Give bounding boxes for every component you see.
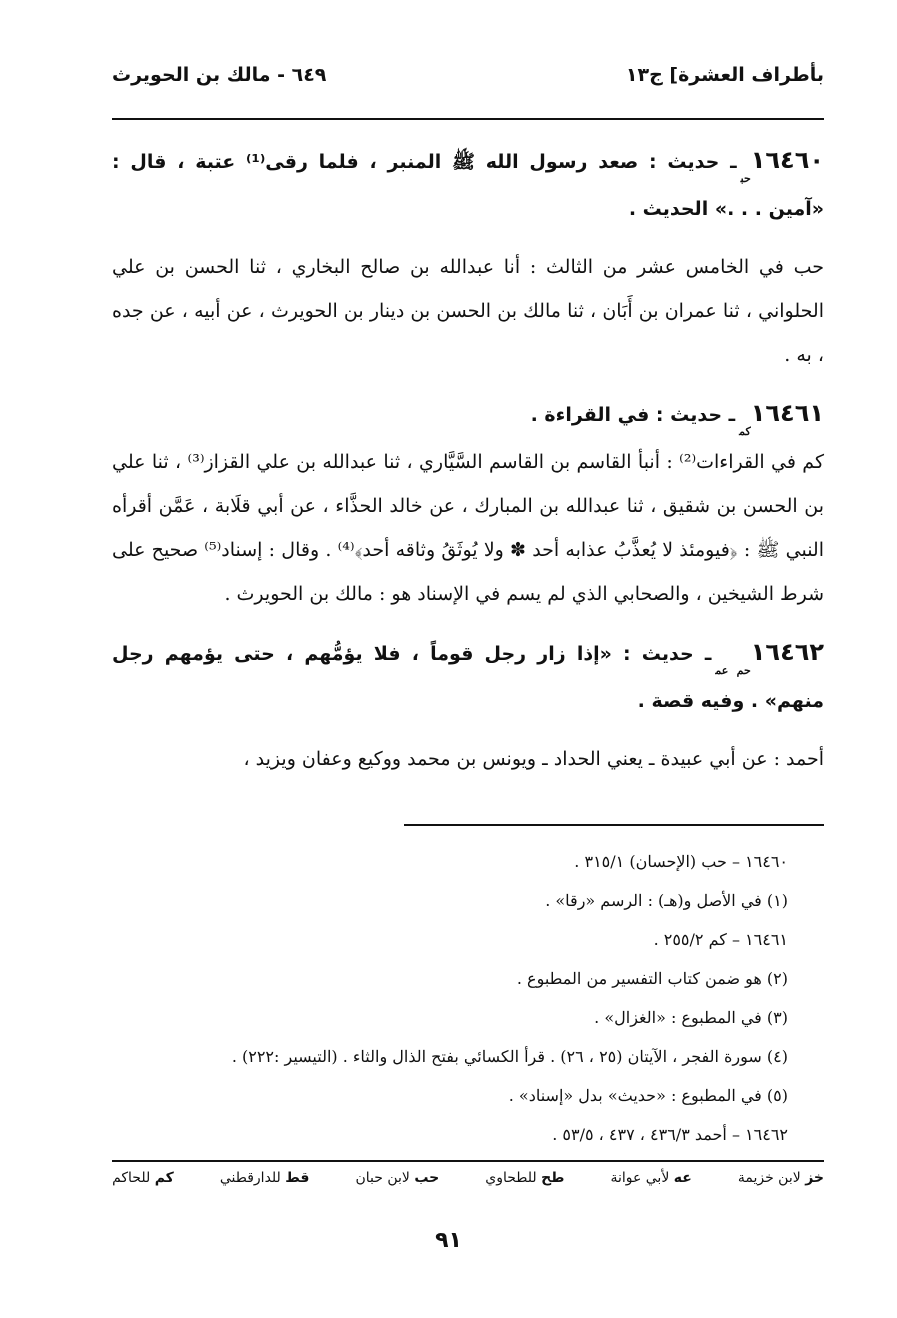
source-codes: حب [740, 172, 751, 185]
legend-item [112, 1170, 174, 1186]
entry-title [112, 391, 824, 440]
entry-heading: ـ حديث : في القراءة . [530, 404, 736, 426]
header-rule [112, 118, 824, 120]
entry-body: كم في القراءات⁽²⁾ : أنبأ القاسم بن القاسم السَّيَّاري ، ثنا عبدالله بن علي القزاز⁽³⁾ ، ثنا علي بن الحسن بن شقيق ، ثنا عبدالله بن المبارك ، عن خالد الحذَّاء ، عن أبي قلَابة ، عَمَّن أقرأه النبي ﷺ : ﴿فيومئذ لا يُعذَّبُ عذابه أحد ✽ ولا يُوثَقُ وثاقه أحد﴾⁽⁴⁾ . وقال : إسناد⁽⁵⁾ صحيح على شرط الشيخين ، والصحابي الذي لم يسم في الإسناد هو : مالك بن الحويرث . [112, 451, 825, 605]
entry-16462 [112, 630, 824, 781]
legend-abbr: قط [285, 1170, 310, 1186]
entry-body: حب في الخامس عشر من الثالث : أنا عبدالله بن صالح البخاري ، ثنا الحسن بن علي الحلواني ، ثنا عمران بن أَبَان ، ثنا مالك بن الحسن بن دينار بن الحويرث ، عن أبيه ، عن جده ، به . [112, 256, 824, 366]
legend-item [610, 1170, 691, 1186]
legend-abbr: خز [805, 1170, 824, 1186]
footnote: (٢) هو ضمن كتاب التفسير من المطبوع . [516, 969, 788, 988]
entry-title [112, 138, 824, 231]
footnote: (٥) في المطبوع : «حديث» بدل «إسناد» . [508, 1086, 788, 1105]
main-text [112, 132, 824, 781]
footnote: ١٦٤٦١ – كم ٢٥٥/٢ . [653, 930, 788, 949]
running-header [112, 64, 824, 86]
page-number: ٩١ [435, 1228, 462, 1253]
legend-name: لابن خزيمة [737, 1170, 801, 1186]
legend-name: للدارقطني [219, 1170, 281, 1186]
legend-abbr: طح [541, 1170, 565, 1186]
entry-16460 [112, 138, 824, 377]
legend-name: لابن حبان [355, 1170, 410, 1186]
legend-abbr: حب [414, 1170, 440, 1186]
abbreviation-legend [112, 1170, 824, 1186]
legend-item [738, 1170, 824, 1186]
entry-number: ١٦٤٦١ [750, 399, 824, 427]
footnote: ١٦٤٦٢ – أحمد ٤٣٦/٣ ، ٤٣٧ ، ٥٣/٥ . [552, 1125, 788, 1144]
legend-item [220, 1170, 310, 1186]
footnotes [112, 842, 788, 1154]
legend-name: لأبي عوانة [610, 1170, 670, 1186]
entry-number: ١٦٤٦٠ [750, 146, 824, 174]
legend-rule [112, 1160, 824, 1162]
footnote: (٣) في المطبوع : «الغزال» . [594, 1008, 788, 1027]
source-codes: حم عم [715, 664, 751, 677]
source-codes: كم [739, 425, 751, 438]
footnote: (١) في الأصل و(هـ) : الرسم «رقا» . [545, 891, 788, 910]
legend-item [355, 1170, 439, 1186]
legend-abbr: كم [154, 1170, 174, 1186]
footnote-rule [404, 824, 824, 826]
entry-heading: ـ حديث : صعد رسول الله ﷺ المنبر ، فلما رقى⁽¹⁾ عتبة ، قال : «آمين . . .» الحديث . [112, 151, 824, 220]
entry-16461 [112, 391, 824, 616]
header-book-title: بأطراف العشرة] ج١٣ [625, 64, 824, 86]
entry-title [112, 630, 824, 723]
footnote: ١٦٤٦٠ – حب (الإحسان) ٣١٥/١ . [574, 852, 788, 871]
entry-number: ١٦٤٦٢ [750, 638, 825, 666]
legend-name: للطحاوي [485, 1170, 537, 1186]
entry-body: أحمد : عن أبي عبيدة ـ يعني الحداد ـ ويونس بن محمد ووكيع وعفان ويزيد ، [243, 748, 824, 770]
legend-abbr: عه [673, 1170, 692, 1186]
header-section-title: ٦٤٩ - مالك بن الحويرث [112, 64, 327, 86]
entry-heading: ـ حديث : «إذا زار رجل قوماً ، فلا يؤمُّهم ، حتى يؤمهم رجل منهم» . وفيه قصة . [112, 643, 824, 712]
legend-name: للحاكم [112, 1170, 151, 1186]
legend-item [485, 1170, 564, 1186]
footnote: (٤) سورة الفجر ، الآيتان (٢٥ ، ٢٦) . قرأ الكسائي بفتح الذال والثاء . (التيسير :٢٢٢) . [231, 1047, 788, 1066]
